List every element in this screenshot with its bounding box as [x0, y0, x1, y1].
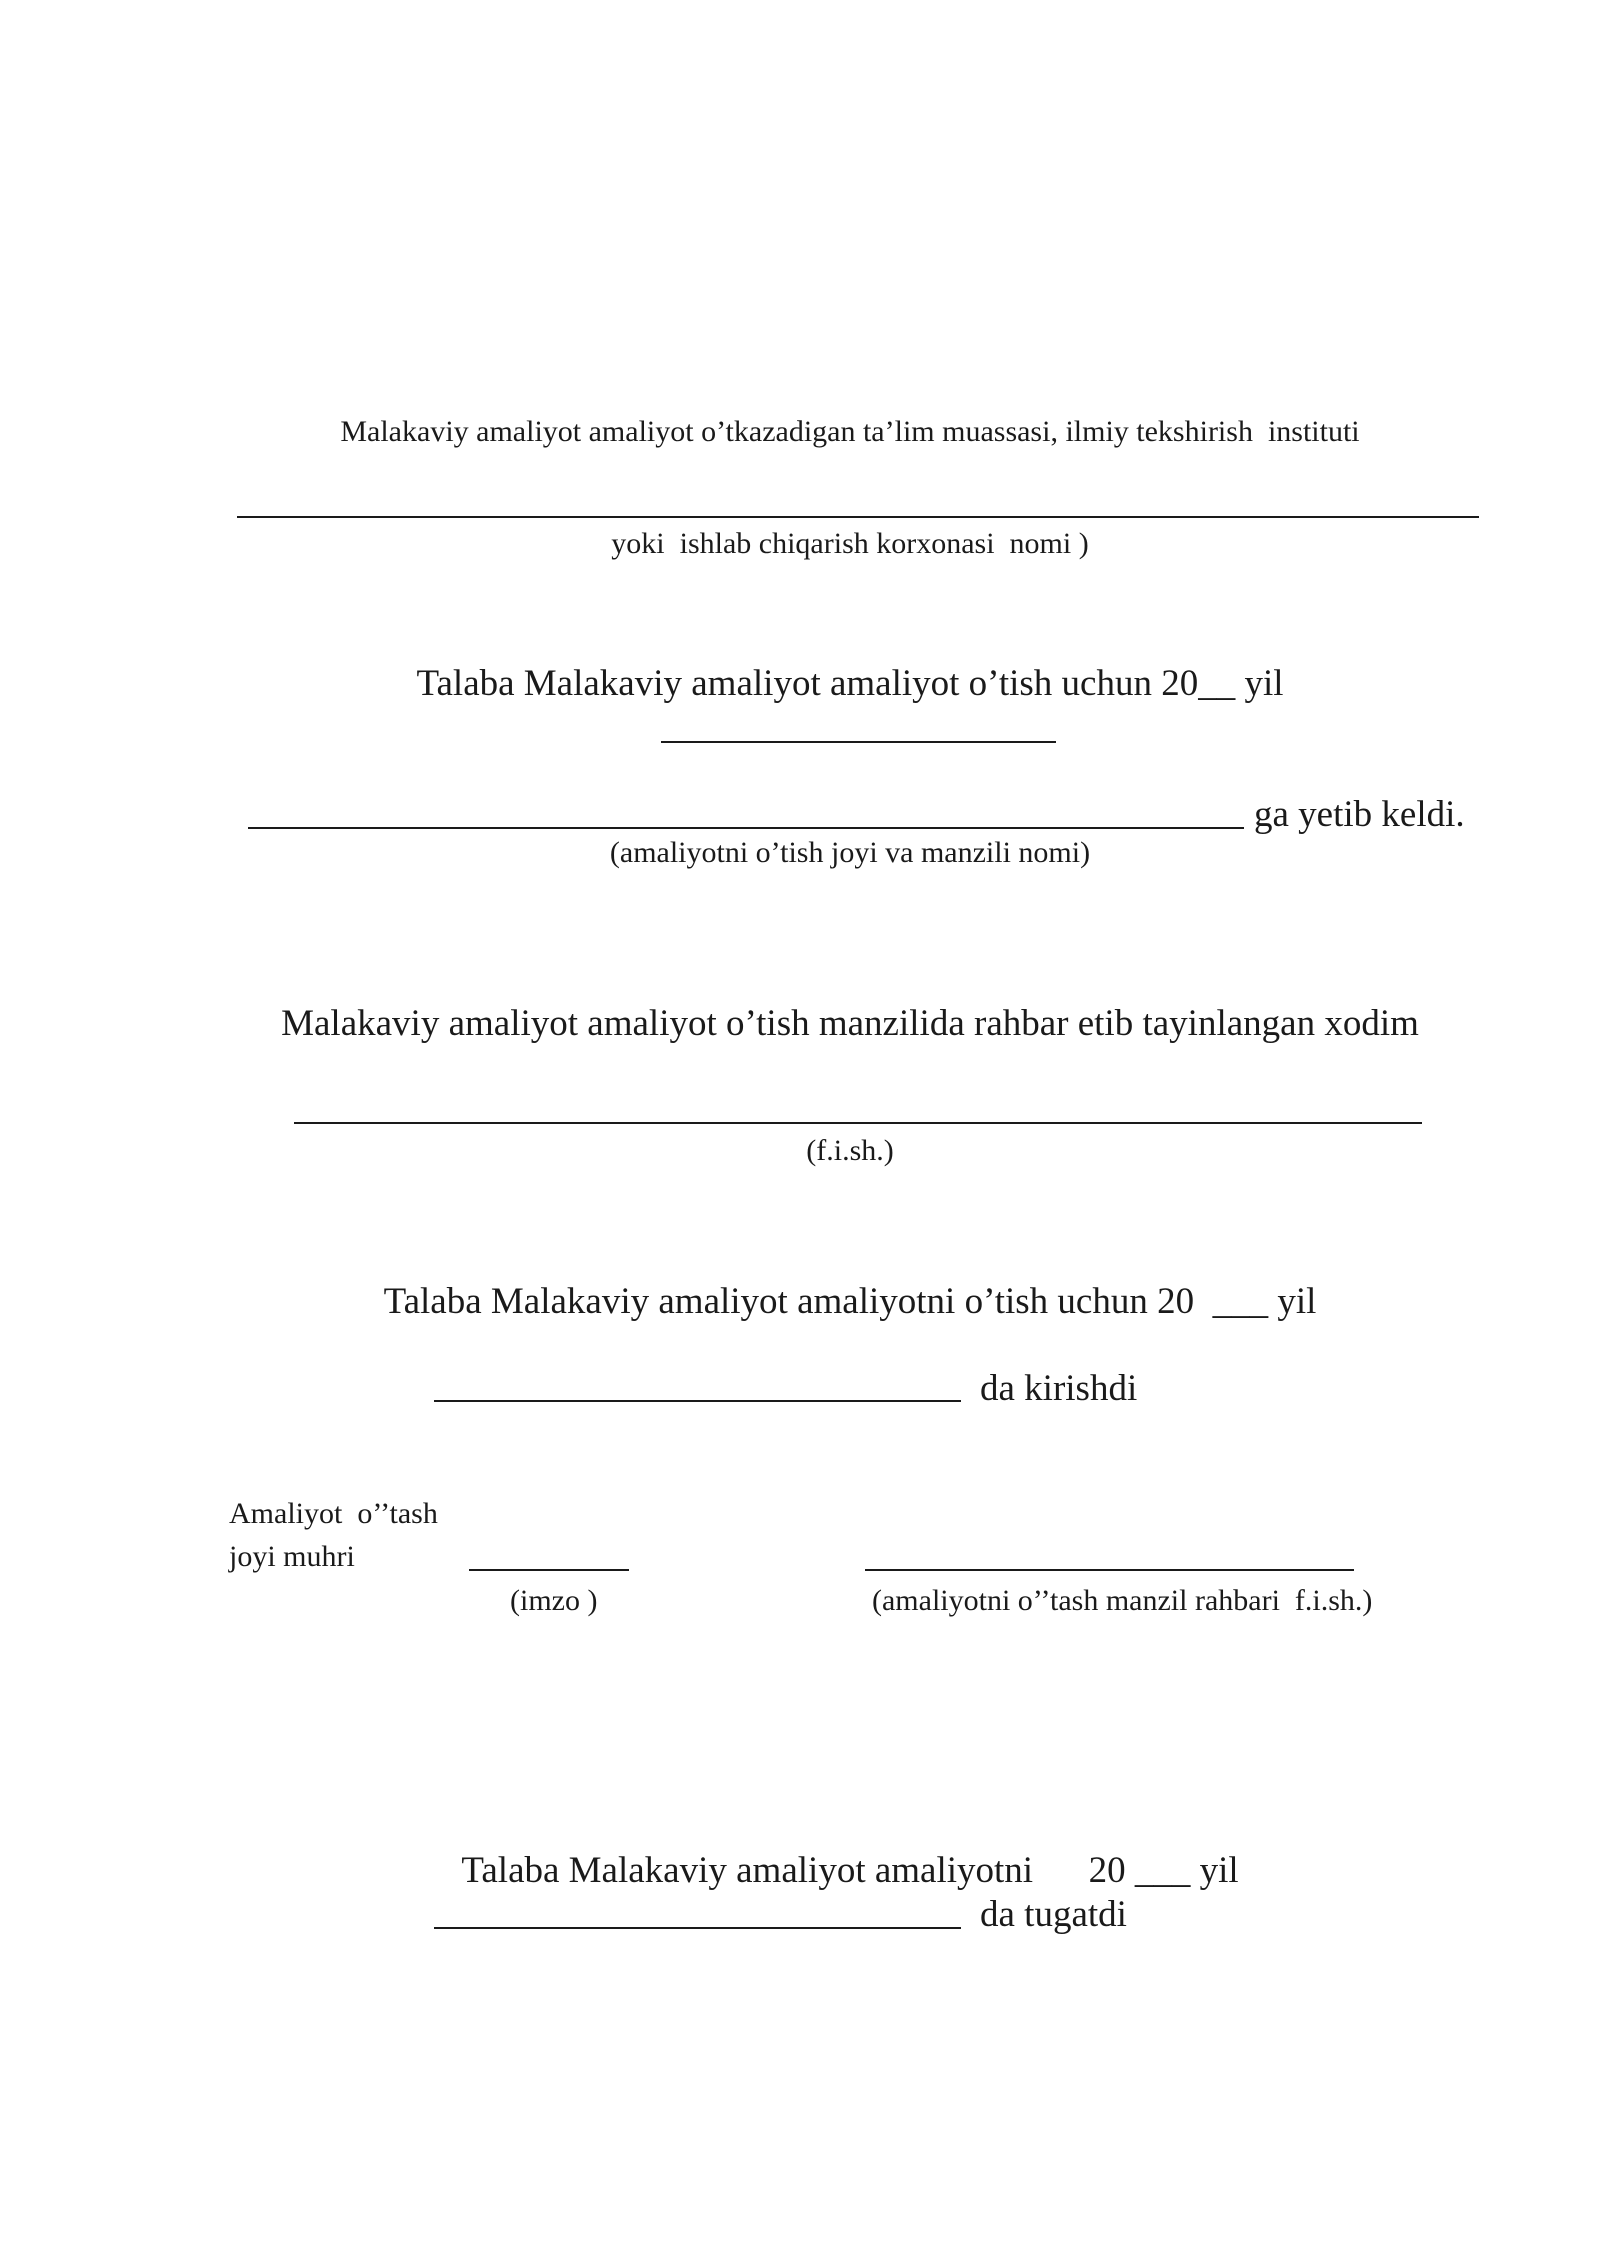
- signature-blank[interactable]: [469, 1569, 629, 1571]
- supervisor-sentence: Malakaviy amaliyot amaliyot o’tish manzilida rahbar etib tayinlangan xodim: [281, 1003, 1419, 1044]
- supervisor-name-blank[interactable]: [294, 1122, 1422, 1124]
- seal-label-line1: Amaliyot o’’tash: [229, 1497, 438, 1530]
- institution-name-blank[interactable]: [237, 516, 1479, 518]
- finish-sentence: Talaba Malakaviy amaliyot amaliyotni 20 ___ yil: [461, 1850, 1239, 1891]
- arrival-place-blank[interactable]: [248, 827, 1244, 829]
- arrival-date-blank[interactable]: [661, 741, 1056, 743]
- start-suffix: da kirishdi: [980, 1368, 1138, 1409]
- finish-suffix: da tugatdi: [980, 1894, 1127, 1935]
- head-caption: (amaliyotni o’’tash manzil rahbari f.i.sh.): [872, 1584, 1373, 1617]
- arrival-caption: (amaliyotni o’tish joyi va manzili nomi): [609, 836, 1091, 869]
- institution-caption: yoki ishlab chiqarish korxonasi nomi ): [611, 527, 1089, 560]
- finish-date-blank[interactable]: [434, 1927, 961, 1929]
- start-date-blank[interactable]: [434, 1400, 961, 1402]
- arrival-suffix: ga yetib keldi.: [1254, 794, 1465, 835]
- signature-caption: (imzo ): [510, 1584, 598, 1617]
- head-name-blank[interactable]: [865, 1569, 1354, 1571]
- start-sentence: Talaba Malakaviy amaliyot amaliyotni o’tish uchun 20 ___ yil: [383, 1281, 1317, 1322]
- supervisor-caption: (f.i.sh.): [806, 1134, 894, 1167]
- seal-label-line2: joyi muhri: [229, 1540, 355, 1573]
- arrival-sentence: Talaba Malakaviy amaliyot amaliyot o’tish uchun 20__ yil: [416, 663, 1284, 704]
- institution-line: Malakaviy amaliyot amaliyot o’tkazadigan ta’lim muassasi, ilmiy tekshirish instituti: [340, 415, 1360, 448]
